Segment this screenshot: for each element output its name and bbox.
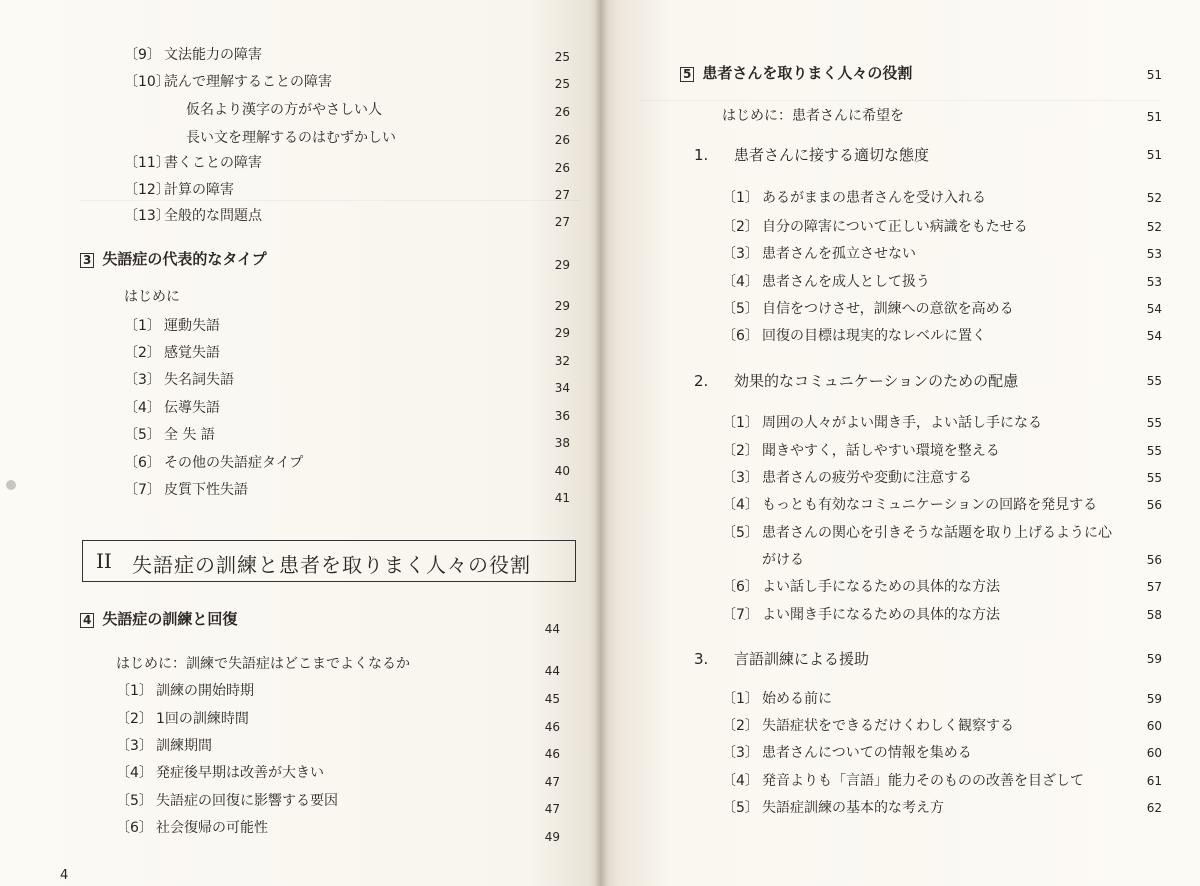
subsection-heading — [694, 146, 929, 164]
entry-page: 51 — [1146, 110, 1162, 124]
toc-entry — [722, 245, 916, 263]
entry-title: 計算の障害 — [164, 182, 234, 198]
subsection-title: 効果的なコミュニケーションのための配慮 — [734, 372, 1019, 390]
page-number: 4 — [60, 868, 69, 883]
entry-title: その他の失語症タイプ — [164, 455, 304, 471]
toc-entry — [116, 737, 212, 755]
toc-entry — [722, 189, 986, 207]
section-title: 失語症の訓練と回復 — [102, 610, 238, 628]
entry-title: 聞きやすく，話しやすい環境を整える — [762, 443, 1000, 459]
entry-label: 〔1〕 — [124, 318, 161, 334]
entry-page: 26 — [554, 161, 570, 175]
toc-subentry — [186, 129, 396, 147]
toc-entry — [124, 481, 248, 499]
entry-label: 〔7〕 — [722, 607, 759, 623]
toc-entry — [722, 469, 972, 487]
entry-page: 47 — [544, 775, 560, 789]
entry-page: 61 — [1146, 774, 1162, 788]
entry-title: 自信をつけさせ，訓練への意欲を高める — [762, 301, 1014, 317]
entry-label: 〔1〕 — [722, 415, 759, 431]
toc-entry — [124, 317, 220, 335]
chapter-title: 失語症の訓練と患者を取りまく人々の役割 — [132, 553, 531, 577]
entry-label: 〔4〕 — [124, 400, 161, 416]
toc-entry — [722, 744, 972, 762]
entry-title: 伝導失語 — [164, 400, 220, 416]
entry-label: 〔13〕 — [124, 208, 170, 224]
entry-page: 55 — [1146, 374, 1162, 388]
bleed-line — [80, 200, 580, 201]
bleed-line — [640, 100, 1160, 101]
entry-title: 書くことの障害 — [164, 155, 262, 171]
toc-entry — [124, 454, 303, 472]
entry-page: 56 — [1146, 498, 1162, 512]
entry-title: 失名詞失語 — [164, 372, 234, 388]
section-title: 失語症の代表的なタイプ — [102, 250, 267, 268]
entry-label: 〔5〕 — [722, 301, 759, 317]
entry-label: 〔2〕 — [722, 718, 759, 734]
entry-page: 34 — [554, 381, 570, 395]
entry-page: 51 — [1146, 68, 1162, 82]
toc-entry — [722, 442, 1000, 460]
toc-entry — [116, 792, 338, 810]
entry-label: 〔3〕 — [116, 738, 153, 754]
toc-entry — [722, 273, 930, 291]
toc-entry — [722, 606, 1000, 624]
toc-entry — [722, 107, 904, 125]
toc-entry — [124, 399, 220, 417]
entry-title: 回復の目標は現実的なレベルに置く — [762, 328, 986, 344]
toc-entry — [124, 46, 262, 64]
entry-page: 54 — [1146, 329, 1162, 343]
entry-label: 〔4〕 — [722, 497, 759, 513]
entry-page: 25 — [554, 50, 570, 64]
section-number: 4 — [80, 613, 94, 628]
entry-label: 〔1〕 — [722, 691, 759, 707]
subsection-heading — [694, 372, 1018, 390]
section-heading — [80, 250, 267, 268]
entry-title: 患者さんの関心を引きそうな話題を取り上げるように心 — [762, 525, 1112, 541]
entry-label: 〔3〕 — [722, 246, 759, 262]
section-heading — [680, 64, 912, 82]
entry-page: 51 — [1146, 148, 1162, 162]
entry-page: 40 — [554, 464, 570, 478]
entry-page: 27 — [554, 215, 570, 229]
entry-page: 25 — [554, 77, 570, 91]
entry-label: 〔7〕 — [124, 482, 161, 498]
entry-label: 〔6〕 — [722, 328, 759, 344]
entry-page: 29 — [554, 258, 570, 272]
subsection-number: 2. — [694, 372, 709, 390]
entry-page: 59 — [1146, 692, 1162, 706]
entry-page: 26 — [554, 133, 570, 147]
toc-entry — [116, 655, 410, 673]
entry-title: はじめに：患者さんに希望を — [722, 108, 904, 124]
entry-label: 〔5〕 — [722, 800, 759, 816]
toc-entry — [124, 426, 215, 444]
entry-page: 26 — [554, 105, 570, 119]
entry-title: 皮質下性失語 — [164, 482, 248, 498]
entry-page: 62 — [1146, 801, 1162, 815]
entry-label: 〔5〕 — [722, 525, 759, 541]
toc-subentry — [186, 101, 382, 119]
toc-entry — [722, 414, 1042, 432]
entry-title: 長い文を理解するのはむずかしい — [186, 130, 396, 146]
entry-page: 60 — [1146, 746, 1162, 760]
book-gutter — [594, 0, 608, 886]
toc-entry — [116, 764, 324, 782]
entry-label: 〔2〕 — [116, 711, 153, 727]
entry-label: 〔9〕 — [124, 47, 161, 63]
toc-entry — [124, 288, 180, 306]
entry-page: 27 — [554, 188, 570, 202]
entry-title: 文法能力の障害 — [164, 47, 262, 63]
entry-label: 〔12〕 — [124, 182, 170, 198]
entry-title: もっとも有効なコミュニケーションの回路を発見する — [762, 497, 1098, 513]
entry-label: 〔11〕 — [124, 155, 170, 171]
toc-entry — [722, 772, 1084, 790]
entry-label: 〔6〕 — [116, 820, 153, 836]
entry-label: 〔3〕 — [722, 745, 759, 761]
subsection-title: 言語訓練による援助 — [734, 650, 870, 668]
entry-page: 44 — [544, 622, 560, 636]
entry-title: がける — [762, 552, 804, 568]
entry-page: 56 — [1146, 553, 1162, 567]
entry-title: 感覚失語 — [164, 345, 220, 361]
toc-entry — [722, 300, 1014, 318]
entry-page: 29 — [554, 299, 570, 313]
entry-page: 49 — [544, 830, 560, 844]
toc-entry — [722, 717, 1014, 735]
entry-page: 53 — [1146, 247, 1162, 261]
entry-title: 全 失 語 — [164, 427, 215, 443]
entry-label: 〔10〕 — [124, 74, 170, 90]
section-number: 5 — [680, 67, 694, 82]
toc-entry — [124, 181, 234, 199]
entry-label: 〔2〕 — [124, 345, 161, 361]
entry-title: はじめに：訓練で失語症はどこまでよくなるか — [116, 656, 410, 672]
entry-page: 55 — [1146, 471, 1162, 485]
entry-page: 36 — [554, 409, 570, 423]
entry-page: 53 — [1146, 275, 1162, 289]
paper-blot — [6, 480, 16, 490]
toc-entry — [116, 819, 268, 837]
entry-page: 55 — [1146, 416, 1162, 430]
entry-label: 〔1〕 — [722, 190, 759, 206]
entry-label: 〔1〕 — [116, 683, 153, 699]
entry-label: 〔2〕 — [722, 219, 759, 235]
entry-label: 〔3〕 — [722, 470, 759, 486]
entry-page: 46 — [544, 720, 560, 734]
entry-title: 1回の訓練時間 — [156, 711, 249, 727]
toc-entry — [722, 690, 832, 708]
entry-title: 発音よりも「言語」能力そのものの改善を目ざして — [762, 773, 1084, 789]
toc-entry — [124, 371, 234, 389]
entry-title: 失語症訓練の基本的な考え方 — [762, 800, 944, 816]
entry-label: 〔5〕 — [116, 793, 153, 809]
toc-entry — [722, 524, 1112, 542]
subsection-number: 3. — [694, 650, 709, 668]
toc-entry — [124, 207, 262, 225]
entry-title: はじめに — [124, 289, 180, 305]
entry-page: 38 — [554, 436, 570, 450]
entry-title: 始める前に — [762, 691, 832, 707]
subsection-heading — [694, 650, 869, 668]
entry-title: 患者さんの疲労や変動に注意する — [762, 470, 972, 486]
toc-entry — [124, 154, 262, 172]
entry-title: 発症後早期は改善が大きい — [156, 765, 324, 781]
entry-label: 〔6〕 — [722, 579, 759, 595]
entry-page: 29 — [554, 326, 570, 340]
entry-page: 41 — [554, 491, 570, 505]
entry-label: 〔4〕 — [722, 773, 759, 789]
entry-page: 52 — [1146, 220, 1162, 234]
entry-page: 54 — [1146, 302, 1162, 316]
entry-page: 57 — [1146, 580, 1162, 594]
entry-page: 44 — [544, 664, 560, 678]
toc-entry — [722, 327, 986, 345]
toc-entry — [722, 496, 1097, 514]
entry-page: 32 — [554, 354, 570, 368]
entry-label: 〔5〕 — [124, 427, 161, 443]
toc-entry — [722, 578, 1000, 596]
chapter-number: II — [96, 549, 112, 573]
section-number: 3 — [80, 253, 94, 268]
entry-page: 59 — [1146, 652, 1162, 666]
entry-label: 〔6〕 — [124, 455, 161, 471]
toc-entry — [116, 710, 249, 728]
entry-label: 〔4〕 — [116, 765, 153, 781]
entry-page: 55 — [1146, 444, 1162, 458]
entry-title: よい聞き手になるための具体的な方法 — [762, 607, 1000, 623]
entry-page: 46 — [544, 747, 560, 761]
toc-entry — [124, 344, 220, 362]
entry-title: 患者さんを孤立させない — [762, 246, 916, 262]
entry-page: 58 — [1146, 608, 1162, 622]
toc-entry-continued — [762, 551, 804, 569]
entry-title: 失語症状をできるだけくわしく観察する — [762, 718, 1014, 734]
entry-title: 失語症の回復に影響する要因 — [156, 793, 338, 809]
section-title: 患者さんを取りまく人々の役割 — [702, 64, 913, 82]
entry-title: 訓練の開始時期 — [156, 683, 254, 699]
toc-entry — [722, 218, 1028, 236]
toc-entry — [722, 799, 944, 817]
entry-page: 52 — [1146, 191, 1162, 205]
toc-entry — [116, 682, 254, 700]
entry-title: 運動失語 — [164, 318, 220, 334]
entry-title: 仮名より漢字の方がやさしい人 — [186, 102, 382, 118]
entry-title: 訓練期間 — [156, 738, 212, 754]
entry-title: 全般的な問題点 — [164, 208, 262, 224]
entry-title: 患者さんを成人として扱う — [762, 274, 930, 290]
entry-page: 47 — [544, 802, 560, 816]
subsection-title: 患者さんに接する適切な態度 — [734, 146, 930, 164]
entry-label: 〔4〕 — [722, 274, 759, 290]
entry-title: あるがままの患者さんを受け入れる — [762, 190, 986, 206]
entry-title: 患者さんについての情報を集める — [762, 745, 972, 761]
entry-title: 読んで理解することの障害 — [164, 74, 332, 90]
entry-title: 自分の障害について正しい病識をもたせる — [762, 219, 1028, 235]
entry-page: 45 — [544, 692, 560, 706]
entry-label: 〔2〕 — [722, 443, 759, 459]
entry-title: よい話し手になるための具体的な方法 — [762, 579, 1000, 595]
entry-title: 社会復帰の可能性 — [156, 820, 268, 836]
entry-label: 〔3〕 — [124, 372, 161, 388]
section-heading — [80, 610, 237, 628]
entry-page: 60 — [1146, 719, 1162, 733]
toc-entry — [124, 73, 332, 91]
subsection-number: 1. — [694, 146, 709, 164]
entry-title: 周囲の人々がよい聞き手，よい話し手になる — [762, 415, 1042, 431]
